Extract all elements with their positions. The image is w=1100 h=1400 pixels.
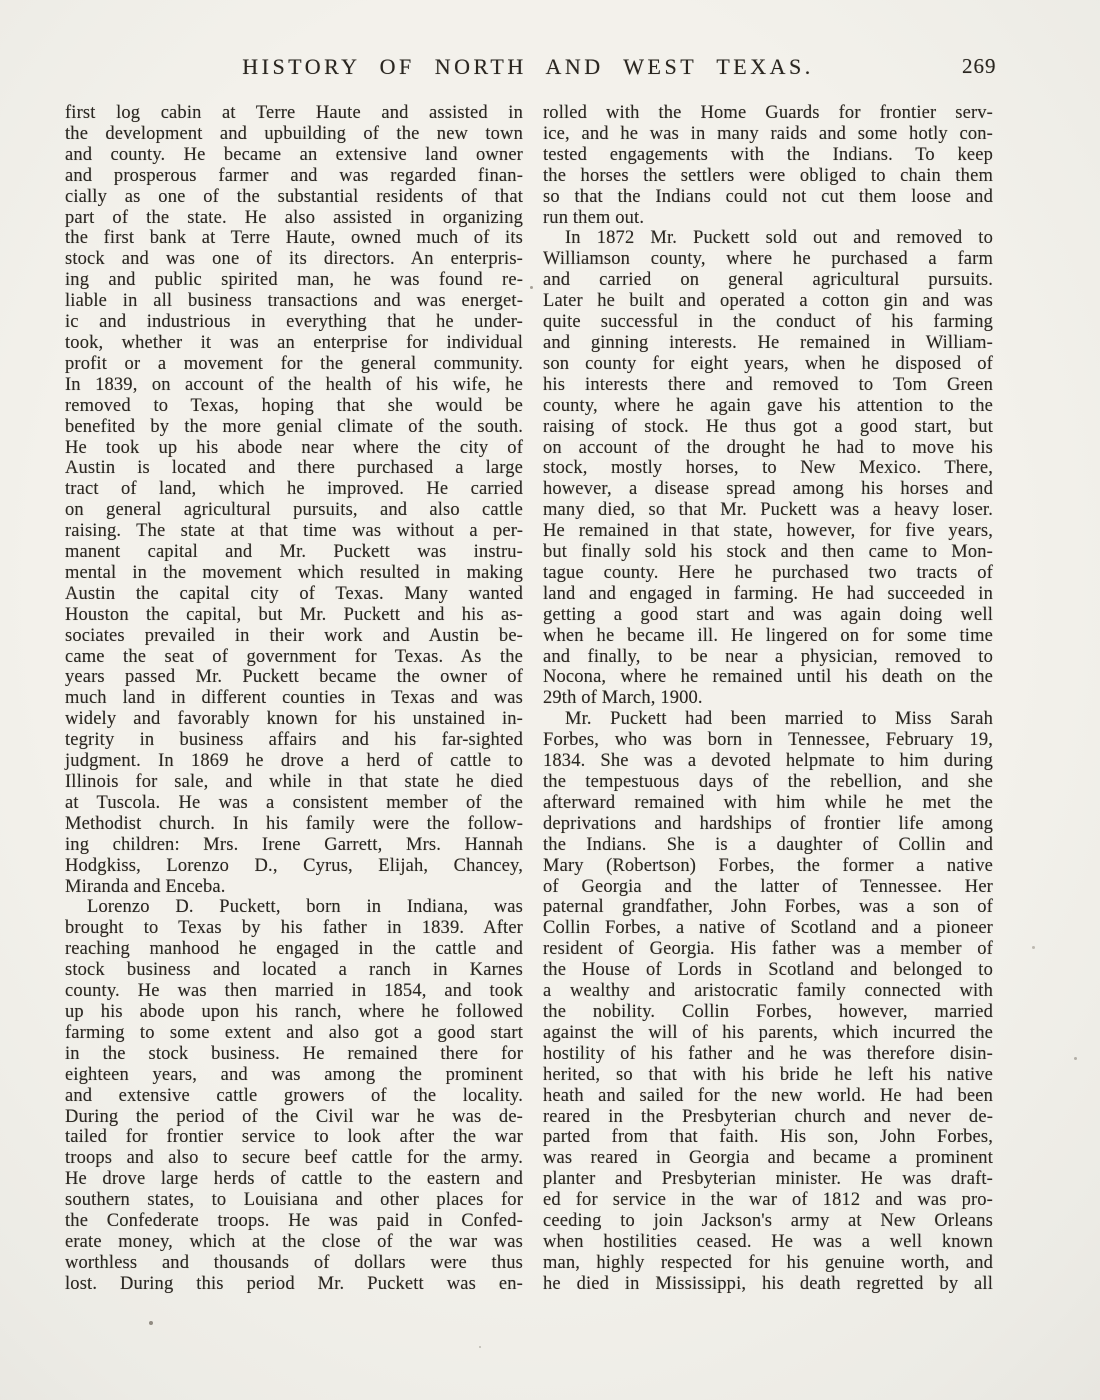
text-line: ing children: Mrs. Irene Garrett, Mrs. Hannah xyxy=(65,834,523,855)
text-line: up his abode upon his ranch, where he followed xyxy=(65,1001,523,1022)
text-line: Austin the capital city of Texas. Many wanted xyxy=(65,583,523,604)
paper-speck xyxy=(479,1346,481,1348)
text-line: tract of land, which he improved. He carried xyxy=(65,479,523,500)
text-line: manent capital and Mr. Puckett was instru- xyxy=(65,542,523,563)
text-line: Later he built and operated a cotton gin and was xyxy=(543,291,993,312)
text-line: rolled with the Home Guards for frontier serv- xyxy=(543,103,993,123)
text-line: raising of stock. He thus got a good start, but xyxy=(543,416,993,437)
text-line: herited, so that with his bride he left his native xyxy=(543,1064,993,1085)
text-line: Mr. Puckett had been married to Miss Sarah xyxy=(565,709,993,730)
text-line: ic and industrious in everything that he under- xyxy=(65,312,523,333)
text-line: he died in Mississippi, his death regretted by all xyxy=(543,1273,993,1294)
text-line: county, where he again gave his attention to the xyxy=(543,395,993,416)
paragraph xyxy=(65,897,523,1294)
text-line: Nocona, where he remained until his death on the xyxy=(543,667,993,688)
text-line: of Georgia and the latter of Tennessee. Her xyxy=(543,876,993,897)
text-line: benefited by the more genial climate of the south. xyxy=(65,416,523,437)
text-line: the development and upbuilding of the new town xyxy=(65,123,523,144)
text-line: on general agricultural pursuits, and also cattle xyxy=(65,500,523,521)
text-line: ice, and he was in many raids and some hotly con- xyxy=(543,123,993,144)
text-line: Collin Forbes, a native of Scotland and a pioneer xyxy=(543,918,993,939)
text-line: first log cabin at Terre Haute and assisted in xyxy=(65,103,523,123)
paper-speck xyxy=(1032,946,1035,949)
text-line: 1834. She was a devoted helpmate to him during xyxy=(543,751,993,772)
left-column xyxy=(65,103,523,1295)
text-line: farming to some extent and also got a good start xyxy=(65,1022,523,1043)
text-line: run them out. xyxy=(543,207,645,228)
paragraph xyxy=(65,103,523,897)
text-line: but finally sold his stock and then came to Mon- xyxy=(543,542,993,563)
text-line: the nobility. Collin Forbes, however, married xyxy=(543,1001,993,1022)
text-line: widely and favorably known for his unstained in- xyxy=(65,709,523,730)
text-line: his interests there and removed to Tom Green xyxy=(543,374,993,395)
text-line: In 1839, on account of the health of his wife, he xyxy=(65,374,523,395)
text-line: quite successful in the conduct of his farming xyxy=(543,312,993,333)
right-column xyxy=(543,103,993,1295)
text-line: heath and sailed for the new world. He had been xyxy=(543,1085,993,1106)
text-line: Miranda and Enceba. xyxy=(65,876,226,897)
text-line: reaching manhood he engaged in the cattle and xyxy=(65,939,523,960)
text-line: much land in different counties in Texas and was xyxy=(65,688,523,709)
text-line: worthless and thousands of dollars were thus xyxy=(65,1252,523,1273)
text-line: ceeding to join Jackson's army at New Orleans xyxy=(543,1211,993,1232)
text-line: however, a disease spread among his horses and xyxy=(543,479,993,500)
text-line: was reared in Georgia and became a prominent xyxy=(543,1148,993,1169)
text-line: in the stock business. He remained there for xyxy=(65,1043,523,1064)
text-line: the House of Lords in Scotland and belonged to xyxy=(543,960,993,981)
text-line: troops and also to secure beef cattle for the army. xyxy=(65,1148,523,1169)
text-line: Methodist church. In his family were the follow- xyxy=(65,813,523,834)
text-line: and county. He became an extensive land owner xyxy=(65,144,523,165)
text-line: Forbes, who was born in Tennessee, February 19, xyxy=(543,730,993,751)
text-line: reared in the Presbyterian church and never de- xyxy=(543,1106,993,1127)
text-line: tague county. Here he purchased two tracts of xyxy=(543,562,993,583)
text-line: against the will of his parents, which incurred the xyxy=(543,1022,993,1043)
text-line: Hodgkiss, Lorenzo D., Cyrus, Elijah, Chancey, xyxy=(65,855,523,876)
text-line: the Confederate troops. He was paid in Confed- xyxy=(65,1211,523,1232)
text-line: During the period of the Civil war he was de- xyxy=(65,1106,523,1127)
text-line: and prosperous farmer and was regarded finan- xyxy=(65,165,523,186)
text-line: He drove large herds of cattle to the eastern and xyxy=(65,1169,523,1190)
text-line: sociates prevailed in their work and Austin be- xyxy=(65,625,523,646)
text-line: He remained in that state, however, for five years, xyxy=(543,521,993,542)
text-line: tegrity in business affairs and his far-sighted xyxy=(65,730,523,751)
text-line: Williamson county, where he purchased a farm xyxy=(543,249,993,270)
text-line: the horses the settlers were obliged to chain them xyxy=(543,165,993,186)
text-line: when he became ill. He lingered on for some time xyxy=(543,625,993,646)
text-line: years passed Mr. Puckett became the owner of xyxy=(65,667,523,688)
text-line: mental in the movement which resulted in making xyxy=(65,562,523,583)
text-line: tested engagements with the Indians. To keep xyxy=(543,144,993,165)
text-line: southern states, to Louisiana and other places for xyxy=(65,1190,523,1211)
text-line: lost. During this period Mr. Puckett was en- xyxy=(65,1273,523,1294)
text-line: paternal grandfather, John Forbes, was a son of xyxy=(543,897,993,918)
text-line: and finally, to be near a physician, removed to xyxy=(543,646,993,667)
text-line: stock business and located a ranch in Karnes xyxy=(65,960,523,981)
text-line: county. He was then married in 1854, and took xyxy=(65,981,523,1002)
text-line: Houston the capital, but Mr. Puckett and his as- xyxy=(65,604,523,625)
text-line: raising. The state at that time was without a per- xyxy=(65,521,523,542)
text-columns xyxy=(65,103,993,1295)
paper-speck xyxy=(1074,1057,1077,1060)
text-line: when hostilities ceased. He was a well known xyxy=(543,1231,993,1252)
text-line: profit or a movement for the general community. xyxy=(65,353,523,374)
text-line: In 1872 Mr. Puckett sold out and removed to xyxy=(565,228,993,249)
page-number: 269 xyxy=(962,54,997,78)
text-line: hostility of his father and he was therefore disin- xyxy=(543,1043,993,1064)
text-line: Austin is located and there purchased a large xyxy=(65,458,523,479)
text-line: land and engaged in farming. He had succeeded in xyxy=(543,583,993,604)
text-line: liable in all business transactions and was energet- xyxy=(65,291,523,312)
paragraph xyxy=(543,103,993,228)
text-line: the Indians. She is a daughter of Collin and xyxy=(543,834,993,855)
text-line: Lorenzo D. Puckett, born in Indiana, was xyxy=(87,897,523,918)
text-line: tailed for frontier service to look after the war xyxy=(65,1127,523,1148)
paragraph xyxy=(543,228,993,709)
text-line: getting a good start and was again doing well xyxy=(543,604,993,625)
text-line: son county for eight years, when he disposed of xyxy=(543,353,993,374)
text-line: many died, so that Mr. Puckett was a heavy loser. xyxy=(543,500,993,521)
text-line: He took up his abode near where the city of xyxy=(65,437,523,458)
text-line: stock, mostly horses, to New Mexico. There, xyxy=(543,458,993,479)
text-line: judgment. In 1869 he drove a herd of cattle to xyxy=(65,751,523,772)
text-line: man, highly respected for his genuine worth, and xyxy=(543,1252,993,1273)
text-line: deprivations and hardships of frontier life among xyxy=(543,813,993,834)
text-line: parted from that faith. His son, John Forbes, xyxy=(543,1127,993,1148)
text-line: a wealthy and aristocratic family connected with xyxy=(543,981,993,1002)
paragraph xyxy=(543,709,993,1294)
text-line: Illinois for sale, and while in that state he died xyxy=(65,772,523,792)
text-line: planter and Presbyterian minister. He was draft- xyxy=(543,1169,993,1190)
text-line: ing and public spirited man, he was found re- xyxy=(65,270,523,291)
text-line: stock and was one of its directors. An enterpris- xyxy=(65,249,523,270)
text-line: eighteen years, and was among the prominent xyxy=(65,1064,523,1085)
text-line: and ginning interests. He remained in William- xyxy=(543,332,993,353)
page-header-title: HISTORY OF NORTH AND WEST TEXAS. xyxy=(242,54,814,79)
text-line: 29th of March, 1900. xyxy=(543,688,703,709)
text-line: took, whether it was an enterprise for individual xyxy=(65,332,523,353)
text-line: so that the Indians could not cut them loose and xyxy=(543,186,993,207)
paper-speck xyxy=(149,1321,153,1325)
text-line: removed to Texas, hoping that she would be xyxy=(65,395,523,416)
text-line: the tempestuous days of the rebellion, and she xyxy=(543,772,993,792)
text-line: resident of Georgia. His father was a member of xyxy=(543,939,993,960)
text-line: part of the state. He also assisted in organizing xyxy=(65,207,523,228)
text-line: at Tuscola. He was a consistent member of the xyxy=(65,792,523,813)
text-line: and carried on general agricultural pursuits. xyxy=(543,270,993,291)
text-line: and extensive cattle growers of the locality. xyxy=(65,1085,523,1106)
text-line: afterward remained with him while he met the xyxy=(543,792,993,813)
text-line: brought to Texas by his father in 1839. After xyxy=(65,918,523,939)
text-line: on account of the drought he had to move his xyxy=(543,437,993,458)
text-line: the first bank at Terre Haute, owned much of its xyxy=(65,228,523,249)
text-line: ed for service in the war of 1812 and was pro- xyxy=(543,1190,993,1211)
text-line: came the seat of government for Texas. As the xyxy=(65,646,523,667)
text-line: erate money, which at the close of the war was xyxy=(65,1231,523,1252)
text-line: Mary (Robertson) Forbes, the former a native xyxy=(543,855,993,876)
paper-speck xyxy=(530,286,533,289)
text-line: cially as one of the substantial residents of that xyxy=(65,186,523,207)
